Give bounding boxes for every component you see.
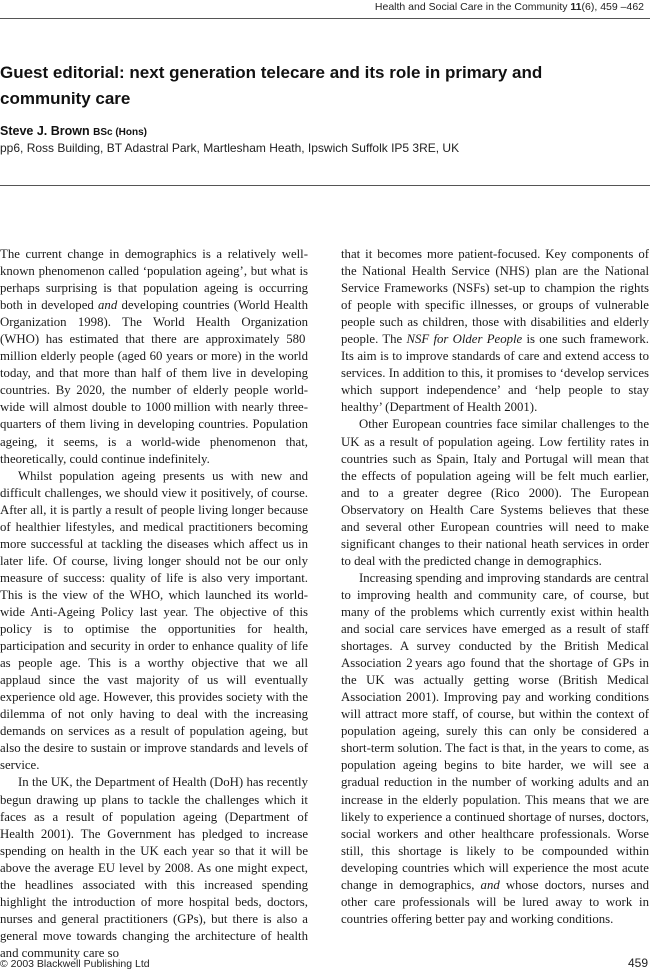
right-column [341, 246, 649, 928]
page-number: 459 [627, 956, 648, 970]
journal-name: Health and Social Care in the Community [374, 1, 568, 13]
journal-volume: 11 [570, 1, 582, 13]
author-degree: BSc (Hons) [93, 127, 148, 138]
paragraph-emphasis: and [98, 298, 118, 313]
paragraph [0, 468, 308, 775]
paragraph [341, 246, 649, 416]
article-title: Guest editorial: next generation telecare and its role in primary and community care [0, 63, 543, 108]
journal-issue-pages: (6), 459 –462 [581, 1, 644, 13]
header-rule [0, 18, 650, 19]
paragraph [341, 416, 649, 569]
author-line [0, 124, 147, 138]
paragraph-text: that it becomes more patient-focused. Key components of the National Health Service (NHS) plan are the National Service Frameworks (NSFs) set-up to champion the rights of people with specific illnesses, or groups of vulnerable people such as children, those with disabilities and elderly people. The [341, 247, 649, 347]
paragraph-text: Other European countries face similar challenges to the UK as a result of population ageing. Low fertility rates in countries such as Spain, Italy and Portugal will mean that the effects of population ageing will be felt much earlier, and to a greater degree (Rico 2000). The European Observatory on Health Care Systems believes that these and several other European countries will need to make significant changes to their national heath services in order to deal with the predicted change in demographics. [341, 417, 649, 568]
paragraph-text: whose doctors, nurses and other care professionals will be lured away to work in countries offering better pay and working conditions. [341, 877, 649, 926]
paragraph [0, 774, 308, 962]
copyright-notice: © 2003 Blackwell Publishing Ltd [0, 958, 150, 970]
title-block-rule [0, 185, 650, 186]
paragraph-emphasis: NSF for Older People [406, 332, 523, 347]
paragraph-text: The current change in demographics is a relatively well-known phenomenon called ‘population ageing’, but what is perhaps surprising is that population ageing is occurring both in developed [0, 247, 308, 313]
paragraph-text: Whilst population ageing presents us with new and difficult challenges, we should view it positively, of course. After all, it is partly a result of people living longer because of healthier lifestyles, and medical practitioners becoming more successful at tackling the diseases which affect us in later life. Of course, living longer should not be our only measure of success: quality of life is also very important. This is the view of the WHO, which launched its world-wide Anti-Ageing Policy last year. The objective of this policy is to optimise the opportunities for health, participation and security in order to enhance quality of life as people age. This is a worthy objective that we all applaud since the vast majority of us will eventually experience old age. However, this provides society with the dilemma of not only having to deal with the increasing demands on services as a result of population ageing, but also the desire to sustain or improve standards and levels of service. [0, 468, 308, 773]
paragraph-emphasis: and [480, 877, 500, 892]
paragraph-text: In the UK, the Department of Health (DoH) has recently begun drawing up plans to tackle the challenges which it faces as a result of population ageing (Department of Health 2001). The Government has pledged to increase spending on health in the UK each year so that it will be above the average EU level by 2008. As one might expect, the headlines associated with this increased spending highlight the introduction of more hospital beds, doctors, nurses and general practitioners (GPs), but there is also a general move towards changing the architecture of health and community care so [0, 775, 308, 960]
paragraph-text: Increasing spending and improving standards are central to improving health and community care, of course, but many of the problems which currently exist within health and social care services have emerged as a result of staff shortages. A survey conducted by the British Medical Association 2 years ago found that the shortage of GPs in the UK was actually getting worse (British Medical Association 2001). Improving pay and working conditions will attract more staff, of course, but within the context of population ageing, surely this can only be considered a short-term solution. The fact is that, in the years to come, as population ageing begins to bite harder, we will see a gradual reduction in the number of working adults and an increase in the elderly population. This means that we are likely to experience a continued shortage of nurses, doctors, social workers and other healthcare professionals. Worse still, this shortage is likely to be compounded within developing countries which will experience the most acute change in demographics, [341, 570, 649, 892]
left-column [0, 246, 308, 962]
paragraph [341, 570, 649, 928]
author-affiliation: pp6, Ross Building, BT Adastral Park, Martlesham Heath, Ipswich Suffolk IP5 3RE, UK [0, 141, 460, 155]
author-name: Steve J. Brown [0, 124, 90, 138]
paragraph [0, 246, 308, 468]
paragraph-text: is one such framework. Its aim is to improve standards of care and extend access to services. In addition to this, it promises to ‘develop services which support independence’ and ‘help people to stay healthy’ (Department of Health 2001). [341, 332, 649, 415]
running-head [375, 1, 644, 13]
paragraph-text: developing countries (World Health Organization 1998). The World Health Organization (WHO) has estimated that there are approximately 580 million elderly people (aged 60 years or more) in the world today, and that more than half of them live in developing countries. By 2020, the number of elderly people world-wide will almost double to 1000 million with nearly three-quarters of them living in developing countries. Population ageing, it seems, is a world-wide phenomenon that, theoretically, could continue indefinitely. [0, 298, 309, 466]
